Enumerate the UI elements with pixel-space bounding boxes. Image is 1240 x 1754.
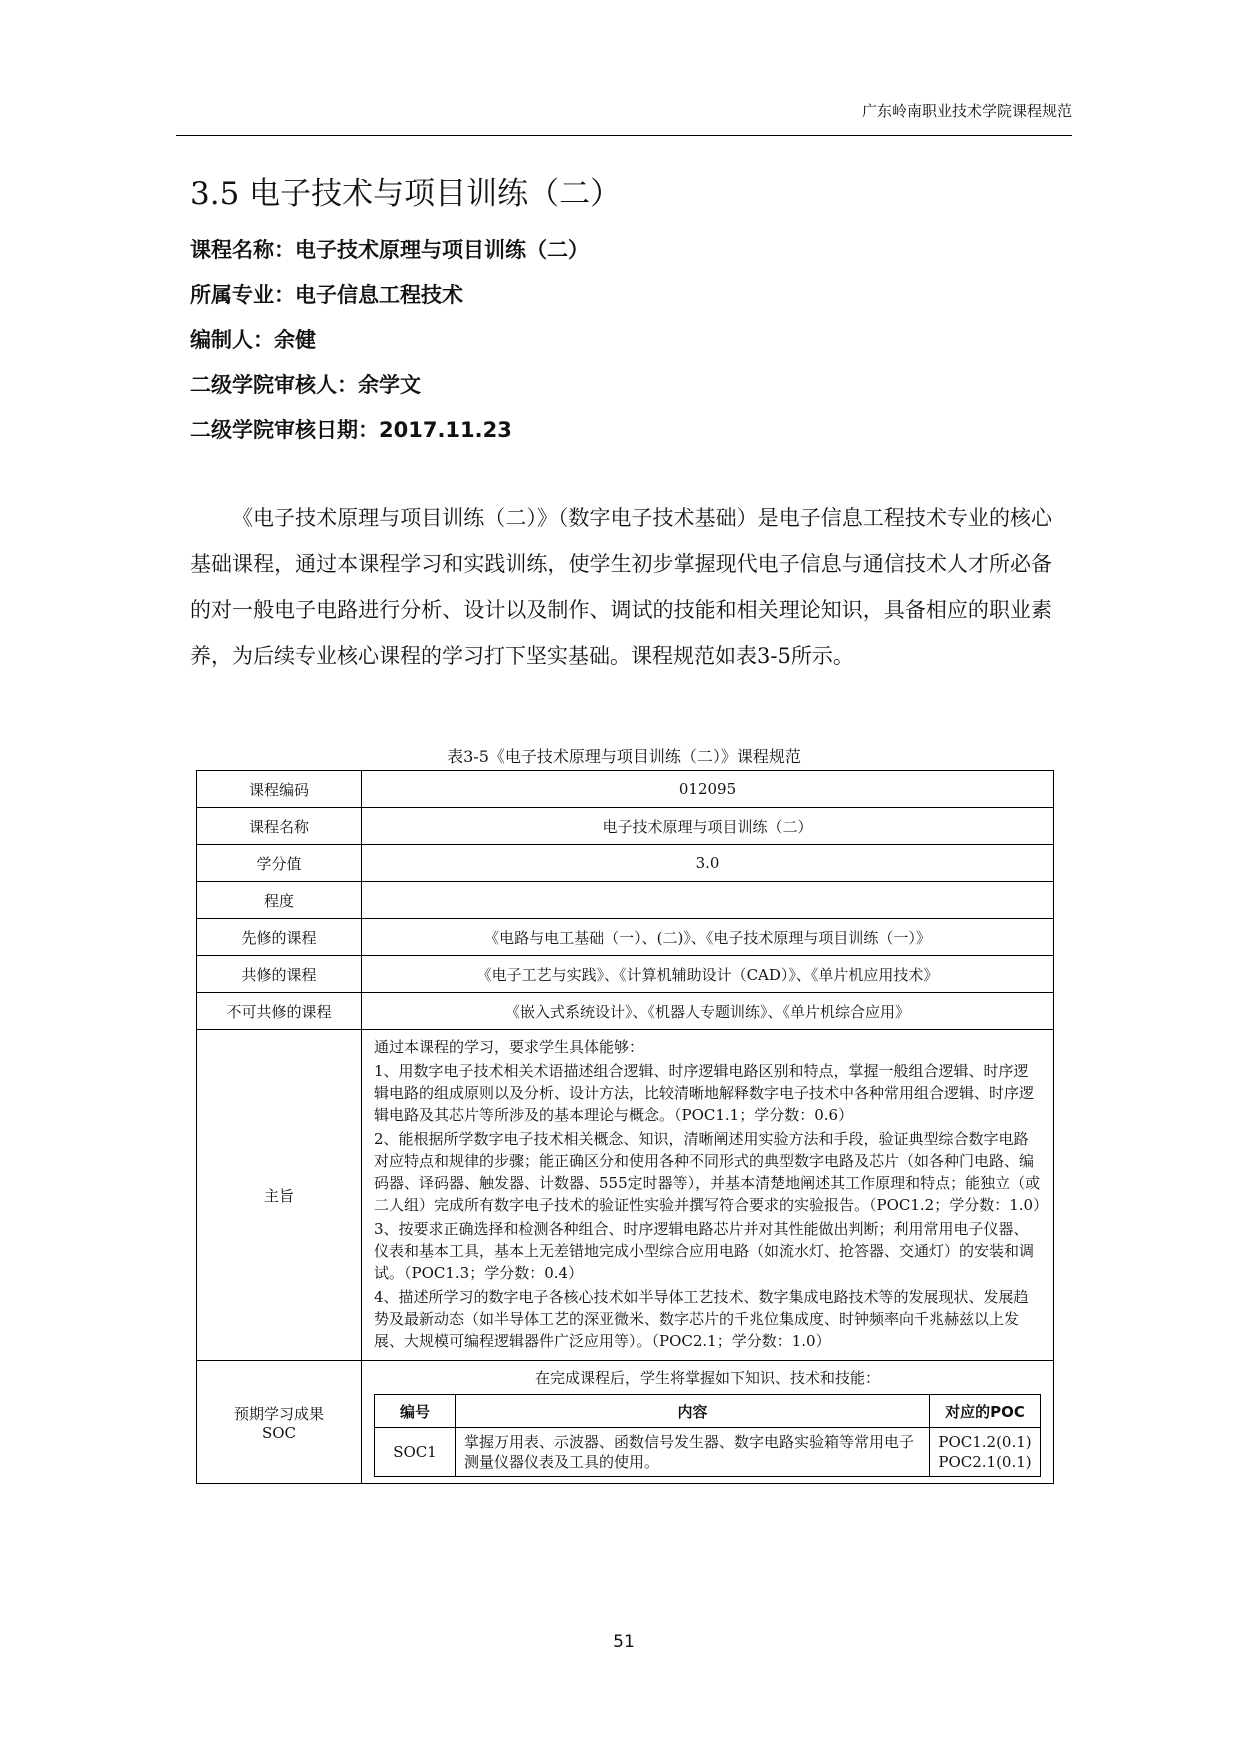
- soc-header-content: 内容: [456, 1395, 930, 1428]
- row-label: 不可共修的课程: [197, 993, 362, 1030]
- row-value: 《电路与电工基础（一）、(二)》、《电子技术原理与项目训练（一）》: [362, 919, 1054, 956]
- soc-poc: [930, 1428, 1041, 1477]
- page-header: 广东岭南职业技术学院课程规范: [861, 102, 1072, 120]
- row-value: 012095: [362, 771, 1054, 808]
- soc-poc-line: POC1.2(0.1): [938, 1433, 1032, 1451]
- table-row: [197, 845, 1054, 882]
- row-label: 课程名称: [197, 808, 362, 845]
- row-label: 共修的课程: [197, 956, 362, 993]
- soc-header-poc: 对应的POC: [930, 1395, 1041, 1428]
- row-value: [362, 882, 1054, 919]
- soc-content: [362, 1361, 1054, 1484]
- soc-intro: 在完成课程后，学生将掌握如下知识、技术和技能：: [534, 1369, 880, 1387]
- aim-item: 3、按要求正确选择和检测各种组合、时序逻辑电路芯片并对其性能做出判断；利用常用电子仪器、仪表和基本工具，基本上无差错地完成小型综合应用电路（如流水灯、抢答器、交通灯）的安装和调试。（POC1.3；学分数：0.4）: [374, 1220, 1035, 1282]
- table-row: [375, 1428, 1041, 1477]
- meta-author: 编制人：余健: [190, 328, 316, 352]
- row-value: 《嵌入式系统设计》、《机器人专题训练》、《单片机综合应用》: [362, 993, 1054, 1030]
- course-spec-table: [196, 770, 1054, 1484]
- soc-header-id: 编号: [375, 1395, 456, 1428]
- row-label: 先修的课程: [197, 919, 362, 956]
- soc-poc-line: POC2.1(0.1): [938, 1453, 1032, 1471]
- table-row: [197, 808, 1054, 845]
- soc-id: SOC1: [375, 1428, 456, 1477]
- aim-row: [197, 1030, 1054, 1361]
- soc-label: [197, 1361, 362, 1484]
- table-row: [197, 919, 1054, 956]
- row-value: 电子技术原理与项目训练（二）: [362, 808, 1054, 845]
- soc-content-text: 掌握万用表、示波器、函数信号发生器、数字电路实验箱等常用电子测量仪器仪表及工具的使用。: [456, 1428, 930, 1477]
- aim-label: 主旨: [197, 1030, 362, 1361]
- soc-table: [374, 1394, 1041, 1477]
- meta-review-date: 二级学院审核日期：2017.11.23: [190, 418, 512, 442]
- row-label: 课程编码: [197, 771, 362, 808]
- aim-item: 2、能根据所学数字电子技术相关概念、知识，清晰阐述用实验方法和手段，验证典型综合数字电路对应特点和规律的步骤；能正确区分和使用各种不同形式的典型数字电路及芯片（如各种门电路、编码器、译码器、触发器、计数器、555定时器等），并基本清楚地阐述其工作原理和特点；能独立（或二人组）完成所有数字电子技术的验证性实验并撰写符合要求的实验报告。（POC1.2；学分数：1.0）: [374, 1130, 1049, 1214]
- table-row: [197, 771, 1054, 808]
- row-value: 3.0: [362, 845, 1054, 882]
- row-label: 程度: [197, 882, 362, 919]
- header-divider: [176, 135, 1072, 136]
- soc-header-row: [375, 1395, 1041, 1428]
- table-row: [197, 993, 1054, 1030]
- row-value: 《电子工艺与实践》、《计算机辅助设计（CAD）》、《单片机应用技术》: [362, 956, 1054, 993]
- soc-label-line1: 预期学习成果: [233, 1404, 324, 1423]
- course-meta: [190, 228, 589, 453]
- aim-item: 1、用数字电子技术相关术语描述组合逻辑、时序逻辑电路区别和特点，掌握一般组合逻辑、时序逻辑电路的组成原则以及分析、设计方法，比较清晰地解释数字电子技术中各种常用组合逻辑、时序逻辑电路及其芯片等所涉及的基本理论与概念。（POC1.1；学分数：0.6）: [374, 1062, 1035, 1124]
- aim-item: 4、描述所学习的数字电子各核心技术如半导体工艺技术、数字集成电路技术等的发展现状、发展趋势及最新动态（如半导体工艺的深亚微米、数字芯片的千兆位集成度、时钟频率向千兆赫兹以上发展、大规模可编程逻辑器件广泛应用等）。（POC2.1；学分数：1.0）: [374, 1288, 1029, 1350]
- aim-content: [362, 1030, 1054, 1361]
- table-row: [197, 882, 1054, 919]
- meta-major: 所属专业：电子信息工程技术: [190, 283, 463, 307]
- meta-course-name: 课程名称：电子技术原理与项目训练（二）: [190, 238, 589, 262]
- intro-paragraph: 《电子技术原理与项目训练（二）》（数字电子技术基础）是电子信息工程技术专业的核心基础课程，通过本课程学习和实践训练，使学生初步掌握现代电子信息与通信技术人才所必备的对一般电子电路进行分析、设计以及制作、调试的技能和相关理论知识，具备相应的职业素养，为后续专业核心课程的学习打下坚实基础。课程规范如表3-5所示。: [190, 506, 1052, 668]
- section-title: 3.5 电子技术与项目训练（二）: [190, 176, 622, 212]
- aim-intro: 通过本课程的学习，要求学生具体能够：: [374, 1038, 645, 1056]
- table-row: [197, 956, 1054, 993]
- meta-reviewer: 二级学院审核人：余学文: [190, 373, 421, 397]
- page-number: 51: [613, 1632, 635, 1652]
- soc-label-line2: SOC: [261, 1423, 297, 1442]
- soc-row: [197, 1361, 1054, 1484]
- table-caption: 表3-5《电子技术原理与项目训练（二）》课程规范: [447, 747, 801, 766]
- row-label: 学分值: [197, 845, 362, 882]
